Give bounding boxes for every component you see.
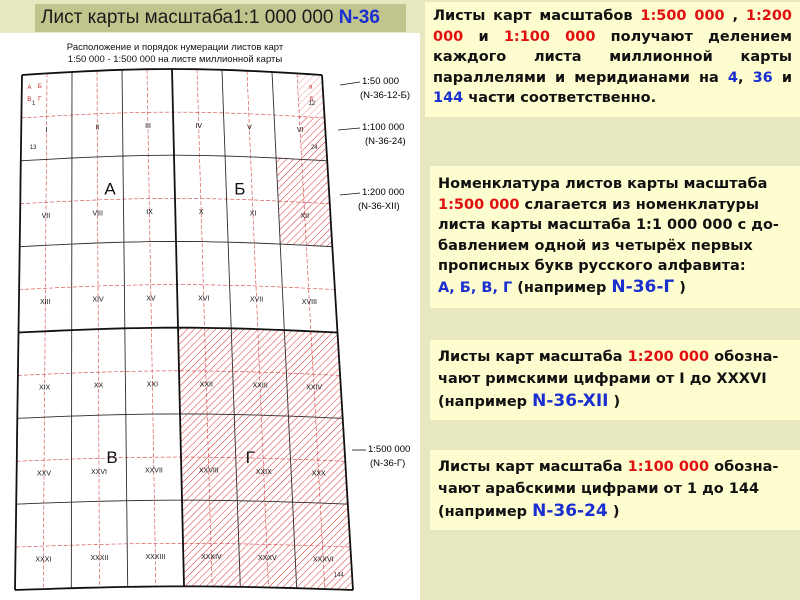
map-grid-svg [0, 33, 420, 600]
info-box-100k-nomenclature [430, 450, 800, 530]
map-sheet-diagram [0, 33, 420, 600]
roman-sheet-label: XXI [146, 381, 159, 389]
quarter-letter-label: А [104, 179, 116, 199]
box4-text-3: (например [438, 504, 533, 520]
box4-text-1: Листы карт масштаба [438, 459, 628, 475]
roman-sheet-label: XX [93, 382, 104, 390]
roman-sheet-label: III [145, 122, 151, 130]
sheet-number-100k: 144 [333, 572, 344, 579]
roman-sheet-label: XXXVI [312, 556, 334, 564]
box1-text-7: части соответственно. [463, 90, 657, 106]
corner-small-letter: А [27, 84, 32, 91]
map-heading-line-1: Расположение и порядок нумерации листов карт [66, 42, 284, 53]
callout-50k-code: (N-36-12-Б) [360, 90, 411, 101]
box1-text-5: , [738, 69, 753, 86]
box1-count-4: 4 [727, 69, 738, 86]
roman-sheet-label: VI [296, 126, 304, 134]
box3-text-2: обозна-чают римскими цифрами от I до XXXVI [438, 349, 779, 387]
callout-500k-code: (N-36-Г) [370, 458, 406, 469]
corner-small-letter: а [308, 84, 313, 91]
roman-sheet-label: VIII [92, 210, 103, 218]
roman-sheet-label: XIII [40, 298, 51, 306]
box3-example-code: N-36-XII [532, 391, 609, 411]
info-box-200k-nomenclature [430, 340, 800, 420]
callout-leader-line [340, 193, 360, 195]
roman-sheet-label: XXIX [255, 468, 272, 476]
quarter-letter-label: Г [245, 448, 255, 468]
box4-example-code: N-36-24 [532, 501, 608, 521]
roman-sheet-label: V [247, 124, 252, 132]
box2-text-3: (например [512, 279, 612, 296]
box2-scale-500k: 1:500 000 [438, 196, 520, 213]
box1-text-6: и [772, 69, 792, 86]
box1-count-144: 144 [433, 90, 464, 106]
roman-sheet-label: XXXI [35, 556, 52, 564]
title-prefix: Лист карты масштаба1:1 000 000 [41, 7, 339, 28]
info-box-division [425, 2, 800, 117]
box1-scale-200k: 1:200 000 [433, 8, 793, 45]
info-box-500k-nomenclature [430, 166, 800, 308]
box2-example-code: N-36-Г [611, 276, 675, 297]
corner-small-letter: б [309, 96, 313, 103]
box4-scale-100k: 1:100 000 [627, 459, 710, 475]
hatched-sheet-12 [297, 73, 325, 118]
roman-sheet-label: VII [41, 212, 51, 220]
box4-text-2: обозна-чают арабскими цифрами от 1 до 144 [438, 459, 779, 497]
callout-50k-scale: 1:50 000 [362, 76, 399, 87]
callout-200k-code: (N-36-XII) [358, 201, 400, 212]
callout-100k-code: (N-36-24) [365, 136, 406, 147]
roman-sheet-label: IX [146, 209, 153, 217]
roman-sheet-label: X [198, 209, 204, 217]
box4-text-4: ) [607, 504, 620, 520]
map-sheet-title [35, 4, 406, 32]
sheet-number-100k: 12 [308, 101, 316, 108]
box1-scale-100k: 1:100 000 [503, 28, 596, 45]
roman-sheet-label: XIX [38, 384, 51, 392]
roman-sheet-label: XXXV [258, 554, 277, 562]
roman-sheet-label: XVI [198, 295, 210, 303]
roman-sheet-label: XXVIII [198, 467, 219, 475]
box3-text-4: ) [608, 394, 621, 410]
roman-sheet-label: II [95, 124, 100, 132]
callout-leader-line [338, 128, 360, 130]
roman-sheet-label: XXVI [91, 468, 107, 476]
roman-sheet-label: XXV [36, 470, 52, 478]
scale-callouts [338, 76, 410, 469]
corner-small-letter: Г [38, 96, 42, 103]
box1-text-3: и [463, 28, 504, 45]
roman-sheet-label: XV [146, 295, 156, 303]
map-heading-line-2: 1:50 000 - 1:500 000 на листе миллионной карты [67, 54, 283, 65]
callout-leader-line [340, 82, 360, 85]
roman-sheet-label: XVII [249, 296, 264, 304]
box1-text-4: получают делением каждого листа миллионной карты параллелями и меридианами на [433, 28, 792, 86]
box3-text-3: (например [438, 394, 533, 410]
roman-sheet-label: XII [300, 212, 310, 220]
roman-sheet-label: XVIII [301, 298, 317, 306]
roman-sheet-label: XXII [199, 381, 213, 389]
box1-count-36: 36 [752, 69, 773, 86]
sheet-number-100k: 13 [29, 145, 37, 151]
roman-sheet-label: XXXIV [201, 553, 222, 561]
roman-sheet-label: XIV [92, 296, 104, 304]
sheet-number-100k: 24 [310, 145, 318, 151]
hatched-quarter-g [178, 328, 353, 590]
box2-text-1: Номенклатура листов карты масштаба [438, 176, 768, 192]
callout-200k-scale: 1:200 000 [362, 187, 405, 198]
sheet-number-100k: 1 [32, 101, 36, 108]
box2-text-4: ) [674, 279, 686, 296]
hatched-sheet-24 [296, 116, 327, 160]
roman-sheet-label: XXX [311, 470, 326, 478]
roman-sheet-label: XXXII [90, 554, 109, 562]
box1-scale-500k: 1:500 000 [640, 8, 725, 24]
corner-small-letter: В [27, 97, 32, 104]
quarter-letter-label: В [106, 448, 118, 468]
roman-sheet-label: XXIII [252, 382, 268, 390]
roman-sheet-label: XXVII [144, 467, 163, 475]
corner-small-letter: Б [37, 84, 42, 91]
roman-sheet-label: XI [249, 210, 257, 218]
box1-text-2: , [724, 8, 746, 24]
box2-text-2: слагается из номенклатуры листа карты масштаба 1:1 000 000 с до-бавлением одной из четырёх первых прописных букв русского алфавита: [438, 196, 779, 274]
callout-500k-scale: 1:500 000 [368, 444, 411, 455]
box1-text-1: Листы карт масштабов [433, 8, 641, 24]
title-sheet-code: N-36 [338, 7, 380, 28]
quarter-letter-label: Б [234, 179, 246, 199]
roman-sheet-label: I [45, 126, 48, 134]
box3-scale-200k: 1:200 000 [627, 349, 710, 365]
box3-text-1: Листы карт масштаба [438, 349, 628, 365]
roman-sheet-label: XXIV [306, 384, 323, 392]
roman-sheet-label: IV [195, 122, 203, 130]
box2-letters: А, Б, В, Г [438, 279, 513, 296]
callout-100k-scale: 1:100 000 [362, 122, 405, 133]
roman-sheet-label: XXXIII [145, 553, 166, 561]
